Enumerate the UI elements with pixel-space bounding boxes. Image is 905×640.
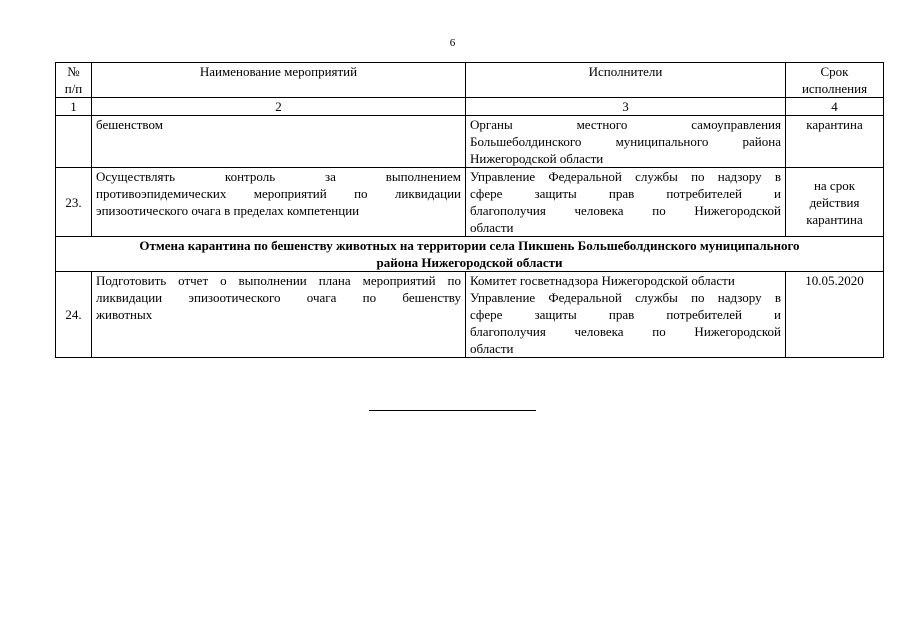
continued-executors-cell bbox=[466, 116, 786, 168]
continued-term-cell: карантина bbox=[786, 116, 884, 168]
row-23-term-line2: действия bbox=[809, 194, 860, 210]
row-24-name-line3: животных bbox=[96, 307, 153, 322]
header-executors: Исполнители bbox=[466, 63, 786, 98]
continued-name-cell: бешенством bbox=[92, 116, 466, 168]
header-row bbox=[56, 63, 884, 98]
row-23-name-line1: Осуществлять контроль за выполнением bbox=[96, 169, 461, 184]
column-number-row bbox=[56, 98, 884, 116]
row-23-name bbox=[92, 168, 466, 237]
measures-table bbox=[55, 62, 884, 358]
row-24-executors-line3: сфере защиты прав потребителей и bbox=[470, 307, 781, 322]
header-name: Наименование мероприятий bbox=[92, 63, 466, 98]
section-heading-line2: района Нижегородской области bbox=[376, 255, 563, 270]
row-23-name-line3: эпизоотического очага в пределах компетенции bbox=[96, 203, 360, 218]
header-number-line1: № bbox=[67, 64, 80, 79]
header-term bbox=[786, 63, 884, 98]
column-number-4: 4 bbox=[786, 98, 884, 116]
continued-executors-line1: Органы местного самоуправления bbox=[470, 117, 781, 132]
column-number-3: 3 bbox=[466, 98, 786, 116]
header-number-line2: п/п bbox=[64, 81, 83, 96]
row-23-term bbox=[786, 168, 884, 237]
row-24-executors-line5: области bbox=[470, 341, 514, 356]
continued-executors-line2: Большеболдинского муниципального района bbox=[470, 134, 781, 149]
row-23-executors-line4: области bbox=[470, 220, 514, 235]
header-term-line2: исполнения bbox=[801, 81, 868, 96]
continued-number-cell bbox=[56, 116, 92, 168]
page-number: 6 bbox=[449, 37, 456, 49]
row-23-executors-line3: благополучия человека по Нижегородской bbox=[470, 203, 781, 218]
column-number-2: 2 bbox=[92, 98, 466, 116]
row-24-term: 10.05.2020 bbox=[786, 272, 884, 358]
closing-divider-line bbox=[369, 410, 536, 411]
row-23-number: 23. bbox=[56, 168, 92, 237]
continued-executors-line3: Нижегородской области bbox=[470, 151, 604, 166]
row-24-name-line1: Подготовить отчет о выполнении плана мероприятий по bbox=[96, 273, 461, 288]
row-24-name bbox=[92, 272, 466, 358]
row-24-executors-line2: Управление Федеральной службы по надзору в bbox=[470, 290, 781, 305]
section-heading-row bbox=[56, 237, 884, 272]
row-24-executors-line4: благополучия человека по Нижегородской bbox=[470, 324, 781, 339]
row-23-executors-line1: Управление Федеральной службы по надзору в bbox=[470, 169, 781, 184]
row-23-executors bbox=[466, 168, 786, 237]
table-row-23 bbox=[56, 168, 884, 237]
row-23-term-line3: карантина bbox=[806, 211, 863, 227]
row-24-name-line2: ликвидации эпизоотического очага по бешенству bbox=[96, 290, 461, 305]
row-24-number: 24. bbox=[56, 272, 92, 358]
section-heading-line1: Отмена карантина по бешенству животных на территории села Пикшень Большеболдинского муниципального bbox=[139, 238, 800, 253]
row-24-executors-line1: Комитет госветнадзора Нижегородской области bbox=[470, 273, 735, 288]
table-row-continued bbox=[56, 116, 884, 168]
header-number bbox=[56, 63, 92, 98]
row-23-executors-line2: сфере защиты прав потребителей и bbox=[470, 186, 781, 201]
row-24-executors bbox=[466, 272, 786, 358]
table-row-24 bbox=[56, 272, 884, 358]
row-23-name-line2: противоэпидемических мероприятий по ликвидации bbox=[96, 186, 461, 201]
column-number-1: 1 bbox=[56, 98, 92, 116]
row-23-term-line1: на срок bbox=[813, 177, 856, 193]
section-heading bbox=[56, 237, 884, 272]
header-term-line1: Срок bbox=[820, 64, 849, 79]
